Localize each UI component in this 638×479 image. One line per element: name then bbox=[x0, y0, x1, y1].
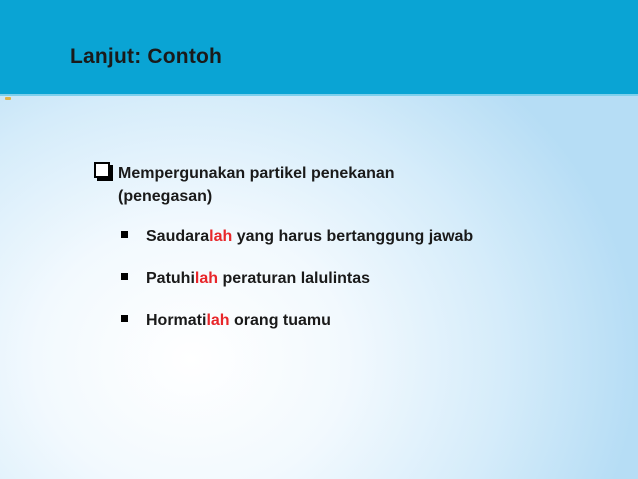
example-item bbox=[121, 312, 331, 330]
example-item bbox=[121, 270, 370, 288]
example-word-root: Patuhi bbox=[146, 270, 195, 287]
example-rest: orang tuamu bbox=[229, 312, 331, 329]
square-bullet-icon bbox=[121, 273, 128, 280]
example-rest: yang harus bertanggung jawab bbox=[232, 228, 474, 245]
square-bullet-icon bbox=[121, 315, 128, 322]
main-point-text: Mempergunakan partikel penekanan (penegasan) bbox=[118, 165, 395, 205]
slide-title: Lanjut: Contoh bbox=[70, 45, 223, 68]
checkbox-square-icon bbox=[94, 162, 110, 178]
square-bullet-icon bbox=[121, 231, 128, 238]
example-particle: lah bbox=[194, 270, 219, 287]
example-particle: lah bbox=[206, 312, 230, 329]
example-particle: lah bbox=[209, 228, 233, 245]
example-word-root: Hormati bbox=[146, 312, 207, 329]
example-rest: peraturan lalulintas bbox=[218, 270, 371, 287]
example-item bbox=[121, 228, 473, 246]
example-word-root: Saudara bbox=[146, 228, 210, 245]
